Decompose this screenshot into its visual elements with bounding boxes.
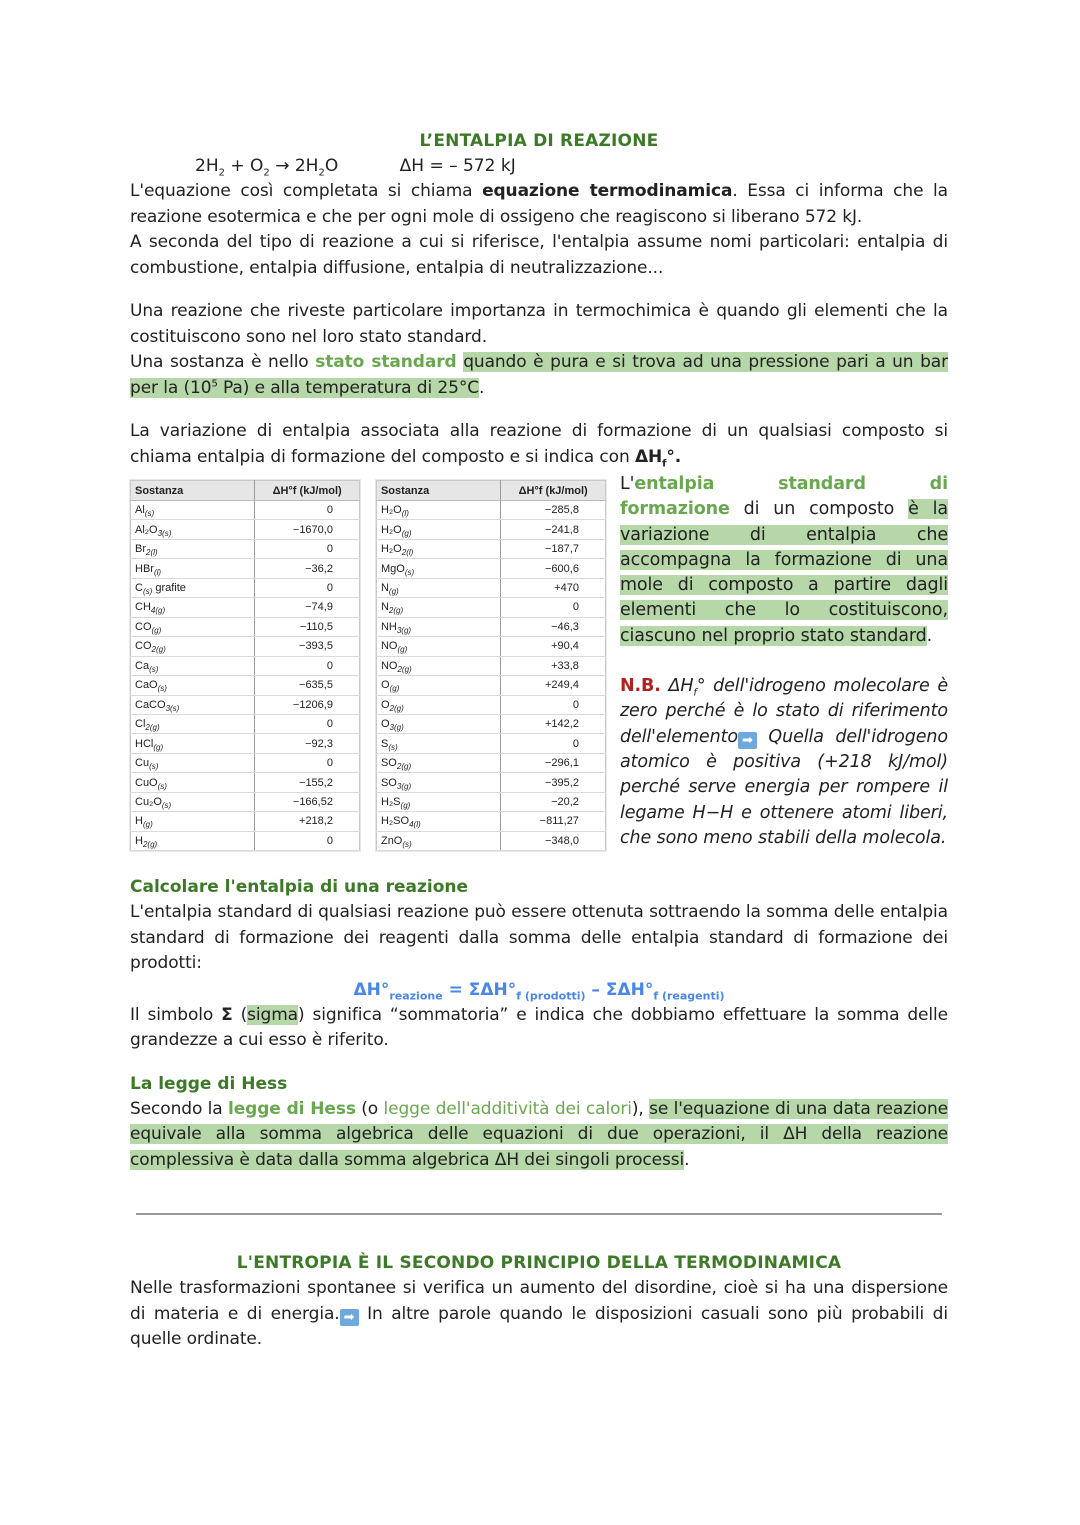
- substance-cell: CaCO$_{3(s)}$: [131, 695, 255, 714]
- enthalpy-value-cell: −110,5: [255, 617, 360, 636]
- substance-cell: $SO_{3(g)}$: [376, 773, 500, 792]
- table-row: [131, 578, 360, 597]
- substance-cell: $O_{(g)}$: [376, 676, 500, 695]
- substance-cell: $CH_{4(g)}$: [131, 598, 255, 617]
- table-row: [131, 539, 360, 558]
- substance-cell: $NO_{2(g)}$: [376, 656, 500, 675]
- enthalpy-value-cell: −74,9: [255, 598, 360, 617]
- paragraph-calc: L'entalpia standard di qualsiasi reazione può essere ottenuta sottraendo la somma delle entalpia standard di formazione dei reagenti dalla somma delle entalpia standard di formazione dei prodotti:: [130, 902, 948, 974]
- enthalpy-value-cell: +90,4: [501, 637, 606, 656]
- substance-cell: $H_{2(g)}$: [131, 831, 255, 850]
- section-title-entalpia: L’ENTALPIA DI REAZIONE: [419, 131, 659, 151]
- enthalpy-value-cell: −46,3: [501, 617, 606, 636]
- table-row: [131, 812, 360, 831]
- enthalpy-value-cell: +142,2: [501, 714, 606, 733]
- document-page: [130, 128, 948, 1173]
- table-row: [376, 676, 605, 695]
- table-row: [131, 637, 360, 656]
- table-row: [376, 520, 605, 539]
- table-row: [131, 598, 360, 617]
- enthalpy-value-cell: 0: [255, 831, 360, 850]
- table-row: [376, 773, 605, 792]
- arrow-right-icon: ➡: [340, 1309, 359, 1326]
- table-row: [376, 812, 605, 831]
- substance-cell: $H_{(g)}$: [131, 812, 255, 831]
- section-entropy: [130, 1250, 948, 1353]
- enthalpy-value-cell: 0: [501, 695, 606, 714]
- table-row: [131, 501, 360, 520]
- table-row: [376, 578, 605, 597]
- substance-cell: $Cl_{2(g)}$: [131, 714, 255, 733]
- table-row: [376, 637, 605, 656]
- table-row: [131, 520, 360, 539]
- table-row: [376, 695, 605, 714]
- enthalpy-value-cell: −285,8: [501, 501, 606, 520]
- enthalpy-table-left: Sostanza ΔH°f (kJ/mol) $Al_{(s)}$ 0 $Al_2O_{3(s)}$ −1670,0 $Br_{2(l)}$ 0 HBr$_{(l)}$ −36,2 $C_{(s)}$ grafite 0 $CH_{4(g)}$ −74,9 $CO_{(g)}$ −110,5 $CO_{2(g)}$ −393,5 $Ca_{(s)}$ 0 CaO$_{(s)}$ −635,5 CaCO$_{3(s)}$ −1206,9 $Cl_{2(g)}$ 0 HCl$_{(g)}$ −92,3 $Cu_{(s)}$ 0 CuO$_{(s)}$ −155,2 $Cu_2O_{(s)}$ −166,52 $H_{(g)}$ +218,2 $H_{2(g)}$ 0: [130, 480, 360, 851]
- enthalpy-value-cell: −395,2: [501, 773, 606, 792]
- substance-cell: $CO_{(g)}$: [131, 617, 255, 636]
- substance-cell: $Cu_{(s)}$: [131, 753, 255, 772]
- enthalpy-value-cell: +33,8: [501, 656, 606, 675]
- table-row: [376, 539, 605, 558]
- substance-cell: $Al_2O_{3(s)}$: [131, 520, 255, 539]
- enthalpy-value-cell: 0: [501, 598, 606, 617]
- enthalpy-value-cell: −92,3: [255, 734, 360, 753]
- enthalpy-value-cell: +249,4: [501, 676, 606, 695]
- paragraph-hess: Secondo la legge di Hess (o legge dell'additività dei calori), se l'equazione di una data reazione equivale alla somma algebrica delle equazioni di due operazioni, il ΔH della reazione complessiva è data dalla somma algebrica ΔH dei singoli processi.: [130, 1098, 948, 1170]
- substance-cell: $O_{2(g)}$: [376, 695, 500, 714]
- substance-cell: $Br_{2(l)}$: [131, 539, 255, 558]
- section-title-entropia: L'ENTROPIA È IL SECONDO PRINCIPIO DELLA TERMODINAMICA: [236, 1253, 842, 1273]
- paragraph-thermo-eq: L'equazione così completata si chiama equazione termodinamica. Essa ci informa che la reazione esotermica e che per ogni mole di ossigeno che reagiscono si liberano 572 kJ.: [130, 181, 948, 227]
- substance-cell: $CO_{2(g)}$: [131, 637, 255, 656]
- substance-cell: MgO$_{(s)}$: [376, 559, 500, 578]
- table-row: [131, 792, 360, 811]
- enthalpy-value-cell: −296,1: [501, 753, 606, 772]
- enthalpy-value-cell: −811,27: [501, 812, 606, 831]
- side-notes: [620, 472, 948, 851]
- table-row: [376, 559, 605, 578]
- enthalpy-value-cell: 0: [501, 734, 606, 753]
- enthalpy-value-cell: −155,2: [255, 773, 360, 792]
- table-row: [131, 695, 360, 714]
- bold-term: equazione termodinamica: [482, 181, 733, 201]
- substance-cell: $NH_{3(g)}$: [376, 617, 500, 636]
- substance-cell: $Ca_{(s)}$: [131, 656, 255, 675]
- enthalpy-value-cell: 0: [255, 656, 360, 675]
- substance-cell: $H_2O_{(l)}$: [376, 501, 500, 520]
- term-stato-standard: stato standard: [315, 352, 457, 372]
- paragraph-standard-intro: Una reazione che riveste particolare importanza in termochimica è quando gli elementi che la costituiscono sono nel loro stato standard.: [130, 301, 948, 347]
- table-row: [376, 598, 605, 617]
- substance-cell: $H_2SO_{4(l)}$: [376, 812, 500, 831]
- substance-cell: $H_2O_{(g)}$: [376, 520, 500, 539]
- table-row: [131, 656, 360, 675]
- substance-cell: $H_2S_{(g)}$: [376, 792, 500, 811]
- enthalpy-value-cell: −166,52: [255, 792, 360, 811]
- enthalpy-value-cell: −187,7: [501, 539, 606, 558]
- substance-cell: $H_2O_{2(l)}$: [376, 539, 500, 558]
- table-row: [376, 753, 605, 772]
- paragraph-enthalpy-names: A seconda del tipo di reazione a cui si riferisce, l'entalpia assume nomi particolari: entalpia di combustione, entalpia diffusione, entalpia di neutralizzazione...: [130, 232, 948, 278]
- substance-cell: $SO_{2(g)}$: [376, 753, 500, 772]
- substance-cell: $O_{3(g)}$: [376, 714, 500, 733]
- enthalpy-formula: $\Delta H^\circ_{reazione} = \Sigma\Delta H^\circ_{f (prodotti)} - \Sigma\Delta H^\circ_{f (reagenti)}$: [353, 979, 725, 1003]
- enthalpy-value-cell: +218,2: [255, 812, 360, 831]
- table-row: [131, 617, 360, 636]
- delta-h-value: ΔH = – 572 kJ: [399, 156, 516, 176]
- substance-cell: HBr$_{(l)}$: [131, 559, 255, 578]
- substance-cell: $S_{(s)}$: [376, 734, 500, 753]
- enthalpy-value-cell: 0: [255, 578, 360, 597]
- substance-cell: $C_{(s)}$ grafite: [131, 578, 255, 597]
- nota-bene: N.B. $\Delta H_f^\circ$ dell'idrogeno molecolare è zero perché è lo stato di riferimento dell'elemento ➡ Quella dell'idrogeno atomico è positiva (+218 kJ/mol) perché serve energia per rompere il legame H−H e ottenere atomi liberi, che sono meno stabili della molecola.: [619, 676, 948, 848]
- table-row: [376, 501, 605, 520]
- reaction-equation: $2H_2 + O_2 \to 2H_2O$ ΔH = – 572 kJ: [195, 156, 516, 179]
- enthalpy-value-cell: −1670,0: [255, 520, 360, 539]
- enthalpy-value-cell: −1206,9: [255, 695, 360, 714]
- table-row: [131, 773, 360, 792]
- table-row: [131, 831, 360, 850]
- substance-cell: $NO_{(g)}$: [376, 637, 500, 656]
- arrow-right-icon: ➡: [738, 732, 757, 749]
- heading-calc-enthalpy: Calcolare l'entalpia di una reazione: [130, 877, 469, 898]
- substance-cell: CaO$_{(s)}$: [131, 676, 255, 695]
- table-row: [376, 831, 605, 850]
- table-row: [131, 676, 360, 695]
- enthalpy-value-cell: −348,0: [501, 831, 606, 850]
- definition-standard-formation: L'entalpia standard di formazione di un composto è la variazione di entalpia che accompagna la formazione di una mole di composto a partire dagli elementi che lo costituiscono, ciascuno nel proprio stato standard.: [619, 474, 949, 646]
- paragraph-standard-state: Una sostanza è nello stato standard quando è pura e si trova ad una pressione pari a un bar per la ($10^5$ Pa) e alla temperatura di 25°C.: [130, 352, 948, 398]
- substance-cell: $N_{2(g)}$: [376, 598, 500, 617]
- enthalpy-tables: [130, 480, 606, 851]
- enthalpy-value-cell: −635,5: [255, 676, 360, 695]
- table-row: [131, 714, 360, 733]
- table-row: [376, 656, 605, 675]
- substance-cell: ZnO$_{(s)}$: [376, 831, 500, 850]
- enthalpy-value-cell: 0: [255, 714, 360, 733]
- enthalpy-value-cell: 0: [255, 539, 360, 558]
- substance-cell: CuO$_{(s)}$: [131, 773, 255, 792]
- enthalpy-value-cell: 0: [255, 753, 360, 772]
- heading-hess-law: La legge di Hess: [130, 1073, 288, 1094]
- table-row: [376, 617, 605, 636]
- enthalpy-value-cell: −393,5: [255, 637, 360, 656]
- paragraph-entropy: Nelle trasformazioni spontanee si verifica un aumento del disordine, cioè si ha una dispersione di materia e di energia. ➡ In altre parole quando le disposizioni casuali sono più probabili di quelle ordinate.: [130, 1278, 948, 1349]
- enthalpy-value-cell: −20,2: [501, 792, 606, 811]
- table-row: [376, 734, 605, 753]
- table-row: [131, 753, 360, 772]
- substance-cell: $Al_{(s)}$: [131, 501, 255, 520]
- paragraph-sigma: Il simbolo Σ (sigma) significa “sommatoria” e indica che dobbiamo effettuare la somma delle grandezze a cui esso è riferito.: [130, 1004, 948, 1051]
- enthalpy-value-cell: −600,6: [501, 559, 606, 578]
- enthalpy-value-cell: +470: [501, 578, 606, 597]
- substance-cell: HCl$_{(g)}$: [131, 734, 255, 753]
- enthalpy-value-cell: −36,2: [255, 559, 360, 578]
- substance-cell: $N_{(g)}$: [376, 578, 500, 597]
- table-row: [376, 792, 605, 811]
- enthalpy-table-right: Sostanza ΔH°f (kJ/mol) $H_2O_{(l)}$ −285,8 $H_2O_{(g)}$ −241,8 $H_2O_{2(l)}$ −187,7 MgO$_{(s)}$ −600,6 $N_{(g)}$ +470 $N_{2(g)}$ 0 $NH_{3(g)}$ −46,3 $NO_{(g)}$ +90,4 $NO_{2(g)}$ +33,8 $O_{(g)}$ +249,4 $O_{2(g)}$ 0 $O_{3(g)}$ +142,2 $S_{(s)}$ 0 $SO_{2(g)}$ −296,1 $SO_{3(g)}$ −395,2 $H_2S_{(g)}$ −20,2 $H_2SO_{4(l)}$ −811,27 ZnO$_{(s)}$ −348,0: [376, 480, 606, 851]
- enthalpy-value-cell: 0: [255, 501, 360, 520]
- table-row: [376, 714, 605, 733]
- section-divider: [136, 1213, 942, 1215]
- substance-cell: $Cu_2O_{(s)}$: [131, 792, 255, 811]
- table-row: [131, 559, 360, 578]
- table-row: [131, 734, 360, 753]
- paragraph-formation-enthalpy: La variazione di entalpia associata alla reazione di formazione di un qualsiasi composto si chiama entalpia di formazione del composto e si indica con $\Delta H_f^\circ$.: [130, 421, 948, 469]
- enthalpy-value-cell: −241,8: [501, 520, 606, 539]
